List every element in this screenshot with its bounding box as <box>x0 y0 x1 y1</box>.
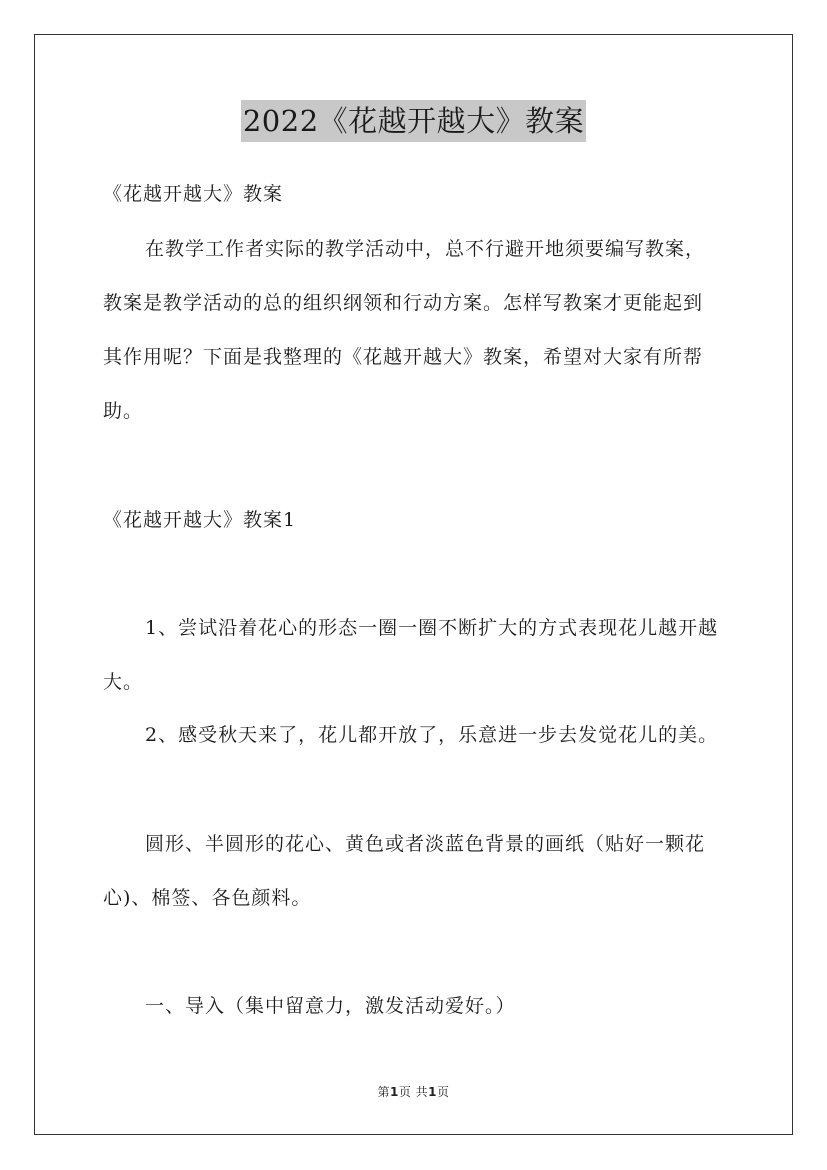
goal-line-2: 大。 <box>103 671 144 693</box>
subtitle: 《花越开越大》教案 <box>103 183 284 205</box>
goal-line-3: 2、感受秋天来了，花儿都开放了，乐意进一步去发觉花儿的美。 <box>145 724 719 746</box>
intro-line-2: 教案是教学活动的总的组织纲领和行动方案。怎样写教案才更能起到 <box>103 292 704 314</box>
process-step-1: 一、导入（集中留意力，激发活动爱好。） <box>145 995 516 1017</box>
footer-page-current: 1 <box>389 1085 399 1099</box>
page-footer <box>0 1083 827 1100</box>
footer-prefix: 第 <box>377 1085 390 1099</box>
title-container <box>0 100 827 142</box>
footer-mid: 页 共 <box>398 1085 429 1099</box>
intro-line-1: 在教学工作者实际的教学活动中，总不行避开地须要编写教案， <box>145 238 706 260</box>
section-heading: 《花越开越大》教案1 <box>103 509 297 531</box>
materials-line-1: 圆形、半圆形的花心、黄色或者淡蓝色背景的画纸（贴好一颗花 <box>145 833 706 855</box>
intro-line-3: 其作用呢？下面是我整理的《花越开越大》教案，希望对大家有所帮 <box>103 346 704 368</box>
footer-suffix: 页 <box>437 1085 450 1099</box>
goal-line-1: 1、尝试沿着花心的形态一圈一圈不断扩大的方式表现花儿越开越 <box>145 617 719 639</box>
materials-line-2: 心)、棉签、各色颜料。 <box>103 887 312 909</box>
footer-page-total: 1 <box>428 1085 438 1099</box>
intro-line-4: 助。 <box>103 400 144 422</box>
document-title: 2022《花越开越大》教案 <box>241 100 586 142</box>
